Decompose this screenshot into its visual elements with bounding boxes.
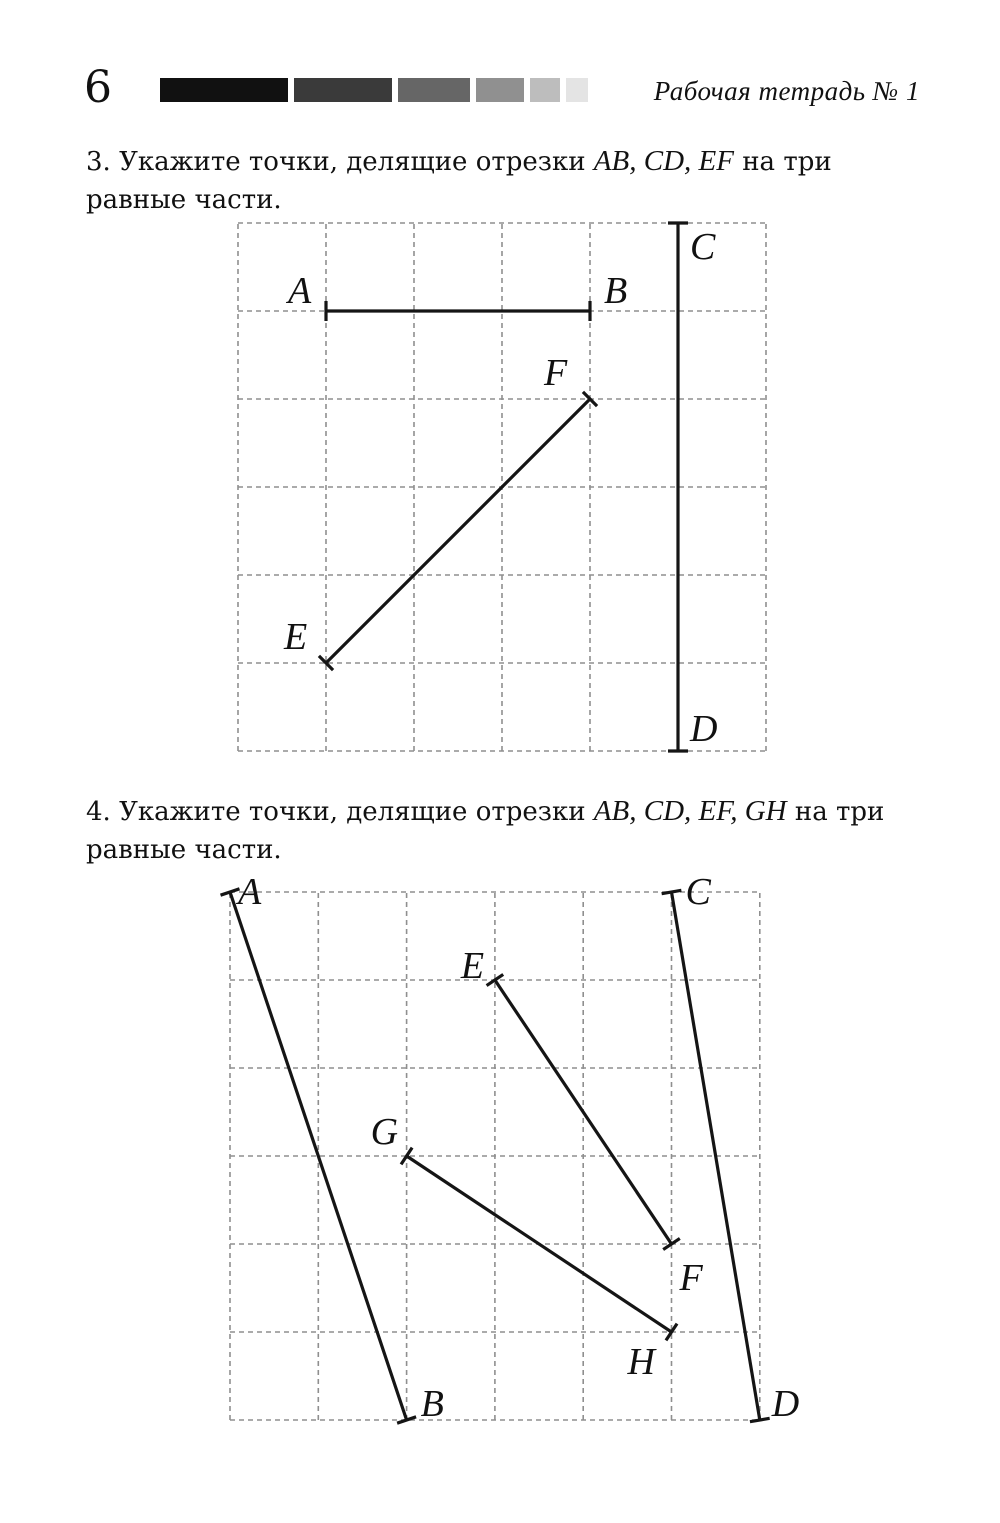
point-label-g: G [370, 1111, 399, 1153]
point-label-c: C [685, 871, 711, 913]
task-3-number: 3. [86, 147, 111, 177]
point-label-f: F [679, 1257, 703, 1299]
point-label-d: D [771, 1383, 800, 1425]
point-label-b: B [420, 1383, 444, 1425]
task-3-segments: AB, CD, EF [593, 145, 734, 177]
task-3-text-before: Укажите точки, делящие отрезки [119, 147, 586, 177]
endpoint-tick-d [750, 1418, 770, 1421]
point-label-a: A [288, 270, 312, 312]
task-3-text-after: на три равные части. [86, 147, 832, 215]
page-number: 6 [84, 62, 112, 113]
segment-ab [230, 892, 407, 1420]
point-label-c: C [690, 226, 716, 268]
point-label-b: B [604, 270, 628, 312]
endpoint-tick-c [662, 890, 682, 893]
task-4-segments: AB, CD, EF, GH [593, 795, 787, 827]
book-title: Рабочая тетрадь № 1 [653, 76, 920, 106]
task-4-text-before: Укажите точки, делящие отрезки [119, 797, 586, 827]
point-label-a: A [238, 871, 262, 913]
point-label-f: F [544, 352, 568, 394]
task-4-number: 4. [86, 797, 111, 827]
point-label-h: H [627, 1341, 655, 1383]
point-label-d: D [690, 708, 718, 750]
point-label-e: E [460, 945, 485, 987]
task-4-grid [230, 892, 760, 1420]
point-label-e: E [284, 616, 308, 658]
task-4-text-after: на три равные части. [86, 797, 885, 865]
